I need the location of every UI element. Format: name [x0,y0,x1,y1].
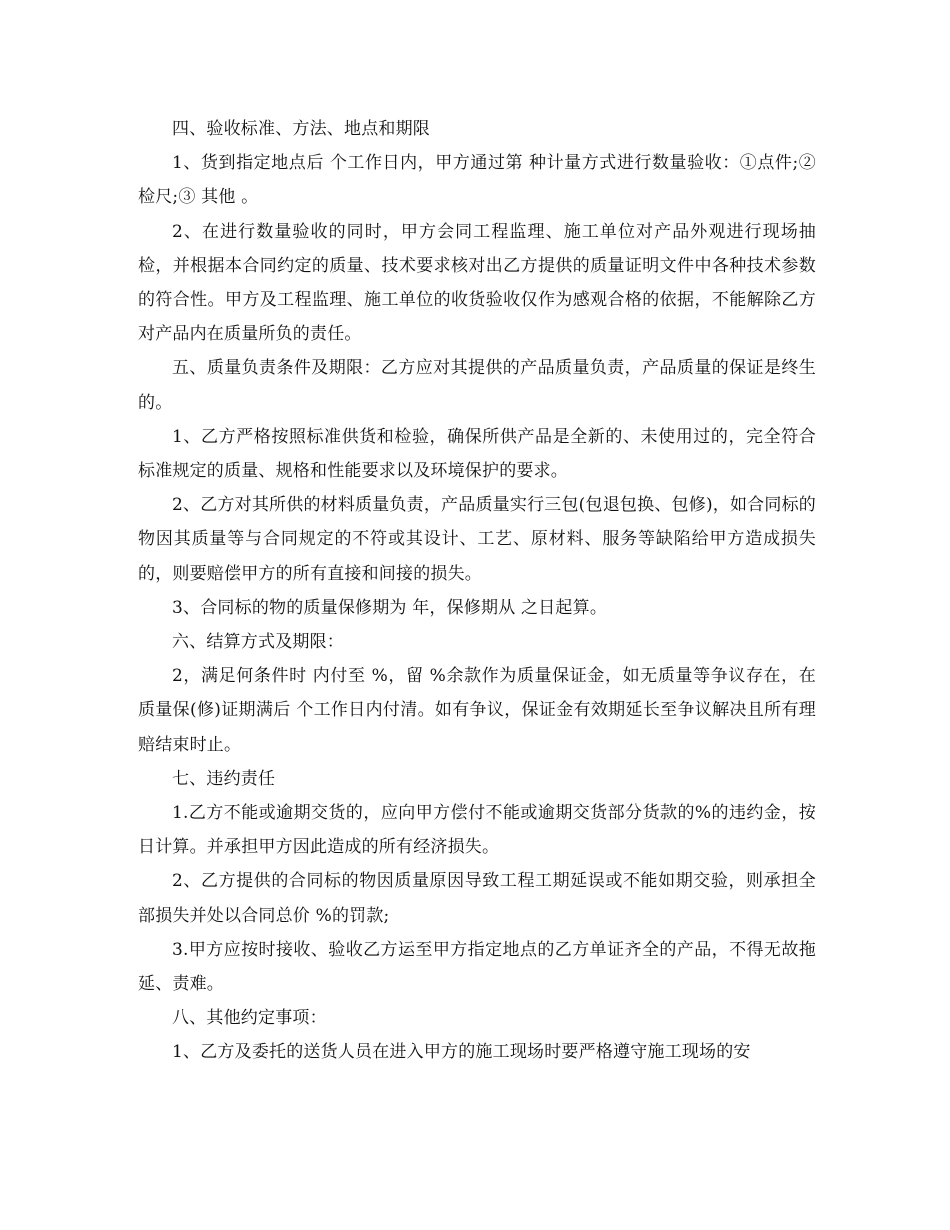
section-heading-breach: 七、违约责任 [172,768,276,789]
paragraph: 1、乙方及委托的送货人员在进入甲方的施工现场时要严格遵守施工现场的安 [172,1042,751,1063]
paragraph: 1.乙方不能或逾期交货的，应向甲方偿付不能或逾期交货部分货款的%的违约金，按日计算。并承担甲方因此造成的所有经济损失。 [138,803,816,858]
paragraph: 2，满足何条件时 内付至 %，留 %余款作为质量保证金，如无质量等争议存在，在质量保(修)证期满后 个工作日内付清。如有争议，保证金有效期延长至争议解决且所有理赔结束时止。 [138,666,816,755]
section-heading-other: 八、其他约定事项： [172,1008,327,1029]
paragraph: 2、乙方提供的合同标的物因质量原因导致工程工期延误或不能如期交验，则承担全部损失并处以合同总价 %的罚款; [138,871,816,926]
section-heading-settlement: 六、结算方式及期限： [172,632,344,653]
paragraph: 3、合同标的物的质量保修期为 年，保修期从 之日起算。 [172,597,608,618]
paragraph: 2、在进行数量验收的同时，甲方会同工程监理、施工单位对产品外观进行现场抽检，并根据本合同约定的质量、技术要求核对出乙方提供的质量证明文件中各种技术参数的符合性。甲方及工程监理、施工单位的收货验收仅作为感观合格的依据，不能解除乙方对产品内在质量所负的责任。 [138,221,816,345]
section-heading-acceptance: 四、验收标准、方法、地点和期限 [172,119,430,139]
paragraph: 1、货到指定地点后 个工作日内，甲方通过第 种计量方式进行数量验收：①点件;② 检尺;③ 其他 。 [138,153,822,208]
paragraph: 3.甲方应按时接收、验收乙方运至甲方指定地点的乙方单证齐全的产品，不得无故拖延、责难。 [138,939,816,995]
paragraph: 1、乙方严格按照标准供货和检验，确保所供产品是全新的、未使用过的，完全符合标准规定的质量、规格和性能要求以及环境保护的要求。 [138,426,816,482]
section-heading-quality: 五、质量负责条件及期限：乙方应对其提供的产品质量负责，产品质量的保证是终生的。 [138,358,816,413]
paragraph: 2、乙方对其所供的材料质量负责，产品质量实行三包(包退包换、包修)，如合同标的物因其质量等与合同规定的不符或其设计、工艺、原材料、服务等缺陷给甲方造成损失的，则要赔偿甲方的所有直接和间接的损失。 [138,495,816,584]
document-body [138,112,822,1070]
